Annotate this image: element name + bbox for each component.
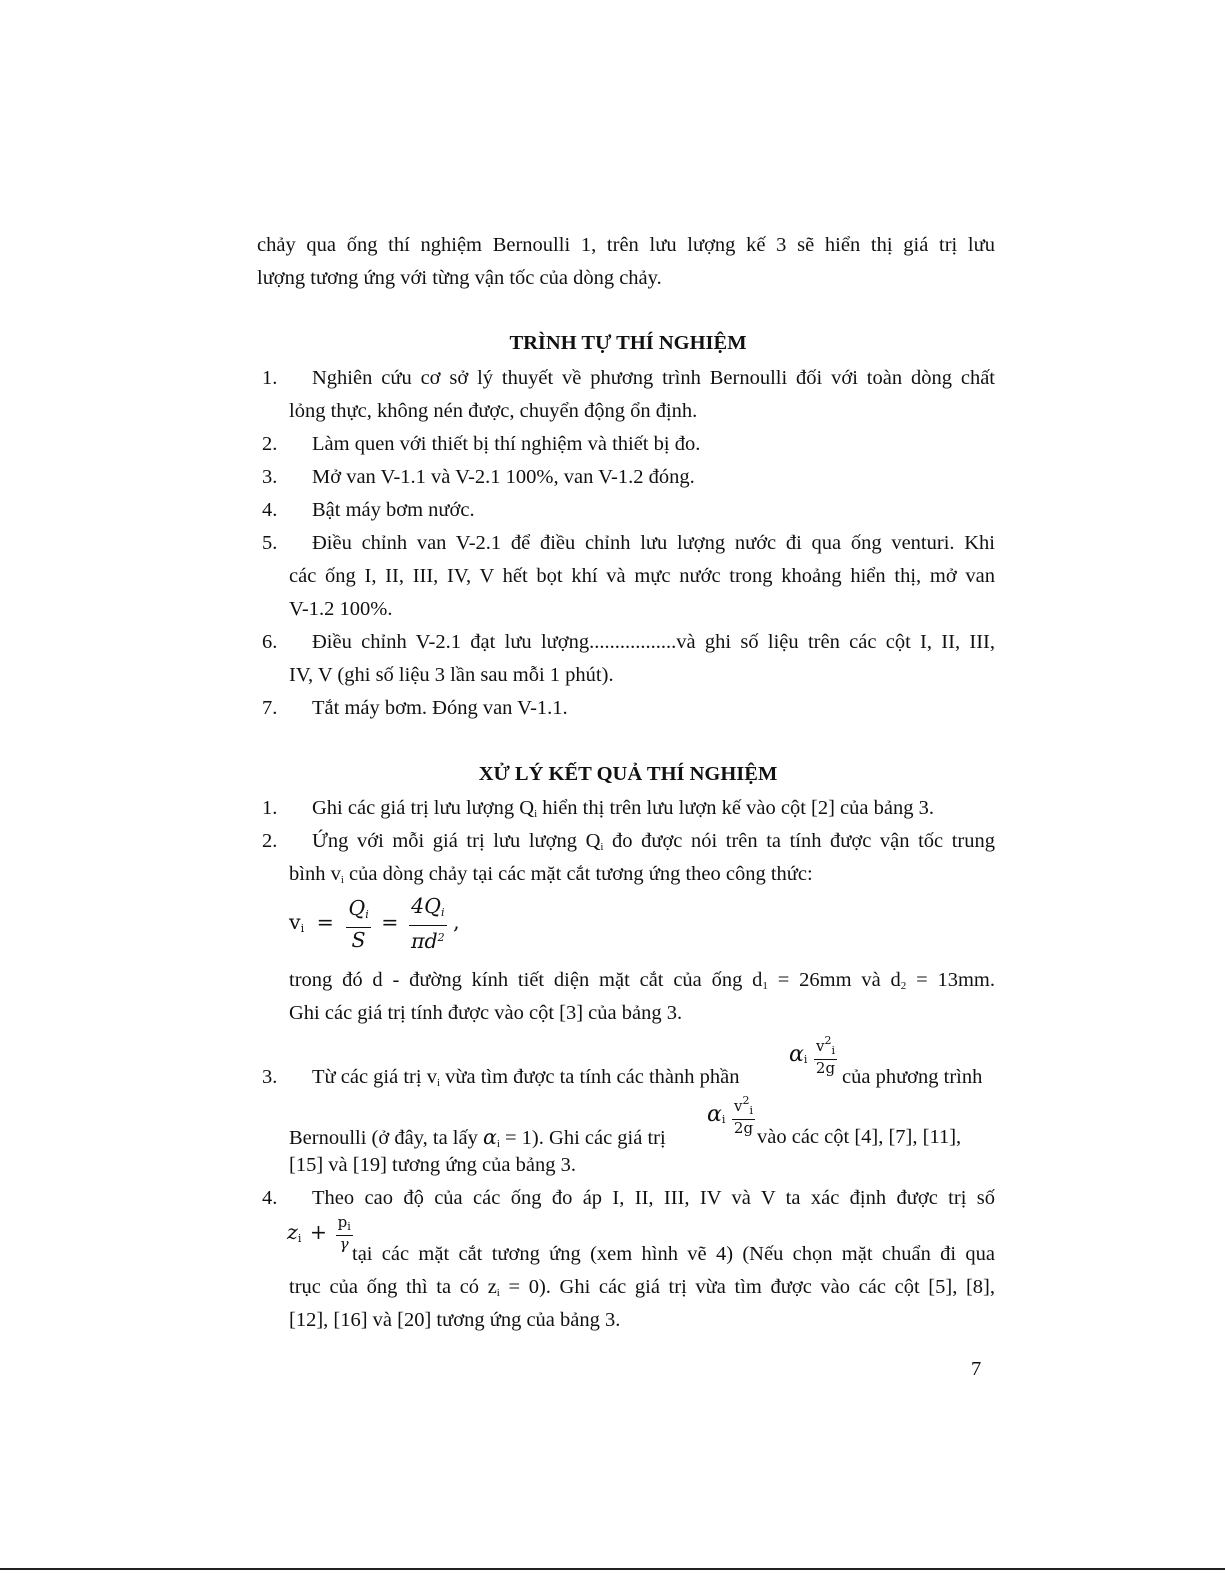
comma: , [453,910,460,934]
item-text-cont: tại các mặt cắt tương ứng (xem hình vẽ 4) (Nếu chọn mặt chuẩn đi qua [352,1243,995,1265]
fraction-4q-over-pid2 [409,894,447,953]
subscript: i [347,1220,351,1233]
text-run: Ứng với mỗi giá trị lưu lượng Q [312,830,601,852]
subscript: i [496,1287,500,1299]
item-text: vào các cột [4], [7], [11], [757,1126,962,1148]
denominator: γ [336,1235,353,1253]
item-text-cont-2: V-1.2 100%. [289,598,393,620]
item-text: Theo cao độ của các ống đo áp I, II, III, IV và V ta xác định được trị số [312,1187,995,1209]
text-run: = 0). Ghi các giá trị vừa tìm được vào các cột [5], [8], [499,1276,995,1298]
item-text-cont [289,1274,995,1300]
item-text-cont [289,861,813,893]
numerator: p [337,1213,348,1231]
section-title-procedure: TRÌNH TỰ THÍ NGHIỆM [509,332,747,354]
z-symbol: z [287,1220,298,1244]
text-run: = 1). Ghi các giá trị [505,1127,666,1149]
item-text-cont: Ghi các giá trị tính được vào cột [3] của bảng 3. [289,1002,683,1024]
text-run: = 13mm. [906,969,995,991]
subscript: i [440,906,445,919]
pressure-head-formula [287,1214,353,1253]
alpha-symbol: α [482,1125,497,1149]
text-run: Ghi các giá trị lưu lượng Q [312,797,535,819]
numerator: 4Q [411,894,441,918]
numerator: Q [348,895,366,920]
item-text: Điều chỉnh van V-2.1 để điều chỉnh lưu lượng nước đi qua ống venturi. Khi [312,532,995,554]
item-text-cont: IV, V (ghi số liệu 3 lần sau mỗi 1 phút). [289,664,614,686]
item-number: 6. [262,631,278,653]
alpha-symbol: α [789,1042,804,1067]
fraction-p-over-gamma [336,1214,353,1253]
numerator: v [733,1097,743,1115]
subscript: i [749,1104,753,1117]
text-run: vừa tìm được ta tính các thành phần [440,1066,740,1088]
item-text: Nghiên cứu cơ sở lý thuyết về phương trình Bernoulli đối với toàn dòng chất [312,367,995,389]
text-run: Từ các giá trị v [312,1066,437,1088]
item-text [312,828,995,854]
denominator: 2g [815,1059,836,1077]
item-number: 4. [262,1187,278,1209]
text-run: = 26mm và d [767,969,901,991]
item-text-cont [289,967,995,993]
intro-line-1: chảy qua ống thí nghiệm Bernoulli 1, trên lưu lượng kế 3 sẽ hiển thị giá trị lưu [257,234,995,256]
equals-sign: = [381,910,399,934]
fraction-q-over-s [346,896,370,952]
superscript: 2 [742,1094,750,1107]
velocity-formula [289,894,460,954]
fraction-v2-over-2g [732,1092,755,1137]
item-text-cont: [12], [16] và [20] tương ứng của bảng 3. [289,1309,621,1331]
denominator: 2g [733,1119,754,1137]
text-run: trục của ống thì ta có z [289,1276,497,1298]
subscript: i [297,1232,302,1245]
subscript: i [340,874,344,886]
item-number: 7. [262,697,278,719]
section-title-results: XỬ LÝ KẾT QUẢ THÍ NGHIỆM [478,763,778,785]
item-number: 2. [262,433,278,455]
kinetic-term-formula [789,1032,837,1077]
item-text: Điều chỉnh V-2.1 đạt lưu lượng.................và ghi số liệu trên các cột I, II, III, [312,631,995,653]
subscript: i [600,841,604,853]
denominator: S [346,927,370,952]
subscript: i [496,1138,500,1150]
subscript: i [831,1044,835,1057]
equals-sign: = [316,910,334,934]
item-number: 4. [262,499,278,521]
denominator: πd [410,929,438,953]
subscript: 2 [900,980,907,992]
superscript: 2 [824,1034,832,1047]
subscript: i [803,1053,808,1066]
item-number: 1. [262,797,278,819]
text-run: đo được nói trên ta tính được vận tốc trung [603,830,995,852]
text-run: hiển thị trên lưu lượn kế vào cột [2] của bảng 3. [537,797,934,819]
subscript: i [534,808,538,820]
item-text-cont: lỏng thực, không nén được, chuyển động ổn định. [289,400,698,422]
text-run: bình v [289,863,341,885]
subscript: i [300,922,305,935]
plus-sign: + [309,1220,328,1244]
item-text: Bật máy bơm nước. [312,499,475,521]
item-text [312,795,934,827]
subscript: 1 [762,980,768,992]
item-number: 3. [262,1066,278,1088]
item-text: của phương trình [842,1066,983,1088]
numerator: v [815,1037,825,1055]
bottom-edge-line [0,1568,1225,1570]
item-text-cont: [15] và [19] tương ứng của bảng 3. [289,1154,576,1176]
item-text: Làm quen với thiết bị thí nghiệm và thiết bị đo. [312,433,701,455]
subscript: i [721,1113,726,1126]
intro-line-2: lượng tương ứng với từng vận tốc của dòng chảy. [257,267,662,289]
item-number: 5. [262,532,278,554]
text-run: của dòng chảy tại các mặt cắt tương ứng theo công thức: [343,863,813,885]
superscript: 2 [437,931,445,944]
subscript: i [365,907,369,921]
item-text-cont: các ống I, II, III, IV, V hết bọt khí và mực nước trong khoảng hiển thị, mở van [289,565,995,587]
item-number: 3. [262,466,278,488]
page-number: 7 [971,1358,982,1380]
item-number: 2. [262,830,278,852]
item-number: 1. [262,367,278,389]
kinetic-term-formula-2 [707,1092,755,1137]
alpha-symbol: α [707,1102,722,1127]
item-text: Tắt máy bơm. Đóng van V-1.1. [312,697,568,719]
subscript: i [436,1077,441,1089]
formula-symbol: v [289,910,301,934]
item-text: Mở van V-1.1 và V-2.1 100%, van V-1.2 đóng. [312,466,695,488]
text-run: trong đó d - đường kính tiết diện mặt cắt của ống d [289,969,763,991]
fraction-v2-over-2g [814,1032,837,1077]
item-text [312,1064,740,1096]
text-run: Bernoulli (ở đây, ta lấy [289,1127,483,1149]
